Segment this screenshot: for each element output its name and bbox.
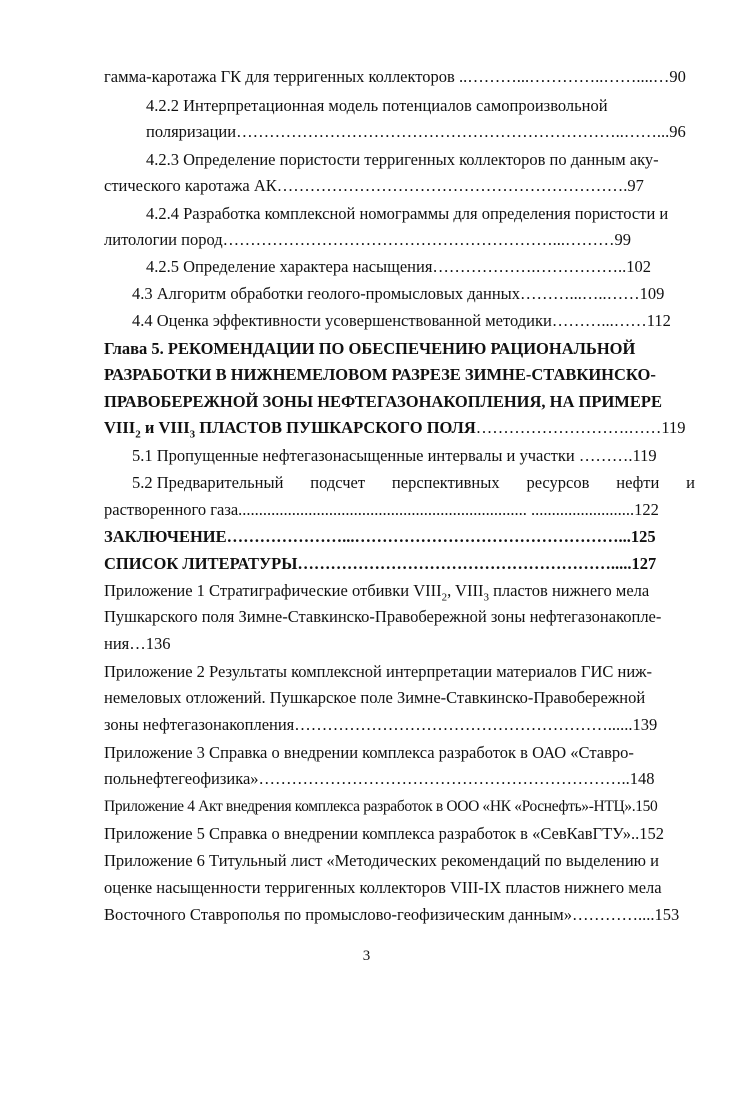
toc-line: зоны нефтегазонакопления…………………………………………………......139 — [104, 715, 658, 734]
toc-line: поляризации……………………………………………………………..……...96 — [146, 122, 686, 141]
toc-line: 4.2.5 Определение характера насыщения……………….……………..102 — [146, 257, 652, 276]
word: нефти — [616, 473, 660, 492]
toc-line: 5.1 Пропущенные нефтегазонасыщенные интервалы и участки ……….119 — [132, 446, 657, 465]
toc-line: польнефтегеофизика»…………………………………………………………..148 — [104, 769, 655, 788]
text: , VIII — [447, 581, 484, 600]
chapter-heading: Глава 5. РЕКОМЕНДАЦИИ ПО ОБЕСПЕЧЕНИЮ РАЦИОНАЛЬНОЙ — [104, 339, 636, 358]
word: перспективных — [391, 473, 500, 492]
word: и — [686, 473, 695, 492]
leader-and-page: ……………………….……119 — [475, 418, 686, 437]
subscript: 2 — [135, 428, 141, 441]
toc-line: Приложение 2 Результаты комплексной интерпретации материалов ГИС ниж- — [104, 662, 653, 681]
text: пластов нижнего мела — [488, 581, 650, 600]
chapter-heading: РАЗРАБОТКИ В НИЖНЕМЕЛОВОМ РАЗРЕЗЕ ЗИМНЕ-СТАВКИНСКО- — [104, 365, 656, 384]
toc-line: оценке насыщенности терригенных коллекторов VIII-IX пластов нижнего мела — [104, 878, 662, 897]
toc-line: Приложение 6 Титульный лист «Методических рекомендаций по выделению и — [104, 851, 659, 870]
toc-line: литологии пород……………………………………………………...………99 — [104, 230, 632, 249]
toc-line: Приложение 4 Акт внедрения комплекса разработок в ООО «НК «Роснефть»-НТЦ».150 — [104, 798, 658, 815]
toc-line — [132, 473, 695, 493]
word: ресурсов — [526, 473, 590, 492]
toc-line: Пушкарского поля Зимне-Ставкинско-Правобережной зоны нефтегазонакопле- — [104, 607, 662, 626]
subscript: 3 — [483, 591, 489, 604]
toc-line: 4.3 Алгоритм обработки геолого-промысловых данных………...…..……109 — [132, 284, 665, 303]
heading-text: ПЛАСТОВ ПУШКАРСКОГО ПОЛЯ — [195, 418, 476, 437]
toc-line: Приложение 5 Справка о внедрении комплекса разработок в «СевКавГТУ»..152 — [104, 824, 665, 843]
subscript: 2 — [441, 591, 448, 604]
section-heading: СПИСОК ЛИТЕРАТУРЫ………………………………………………….....127 — [104, 554, 657, 573]
section-heading: ЗАКЛЮЧЕНИЕ…………………...…………………………………………...125 — [104, 527, 656, 546]
heading-text: и VIII — [140, 418, 190, 437]
text: Приложение 1 Стратиграфические отбивки VIII — [104, 581, 442, 600]
toc-line: стического каротажа АК……………………………………………………….97 — [104, 176, 644, 195]
word: подсчет — [310, 473, 366, 492]
page-number: 3 — [362, 948, 371, 964]
toc-line: Восточного Ставрополья по промыслово-геофизическим данным»…………....153 — [104, 905, 680, 924]
heading-text: VIII — [104, 418, 136, 437]
toc-line: Приложение 3 Справка о внедрении комплекса разработок в ОАО «Ставро- — [104, 743, 634, 762]
toc-line: 4.2.4 Разработка комплексной номограммы для определения пористости и — [146, 204, 669, 223]
toc-line: 4.2.3 Определение пористости терригенных коллекторов по данным аку- — [146, 150, 659, 169]
word: 5.2 Предварительный — [132, 473, 284, 492]
toc-line: 4.4 Оценка эффективности усовершенствованной методики………...……112 — [132, 311, 671, 330]
toc-line: растворенного газа...................................................................... .........................122 — [104, 500, 659, 519]
chapter-heading: ПРАВОБЕРЕЖНОЙ ЗОНЫ НЕФТЕГАЗОНАКОПЛЕНИЯ, НА ПРИМЕРЕ — [104, 392, 662, 411]
subscript: 3 — [189, 428, 196, 441]
toc-line: немеловых отложений. Пушкарское поле Зимне-Ставкинско-Правобережной — [104, 688, 646, 707]
toc-line — [104, 581, 650, 604]
toc-line: 4.2.2 Интерпретационная модель потенциалов самопроизвольной — [146, 96, 608, 115]
toc-line: гамма-каротажа ГК для терригенных коллекторов ..………...…………..……....…90 — [104, 67, 686, 86]
chapter-heading — [104, 418, 686, 441]
toc-line: ния…136 — [104, 634, 171, 653]
